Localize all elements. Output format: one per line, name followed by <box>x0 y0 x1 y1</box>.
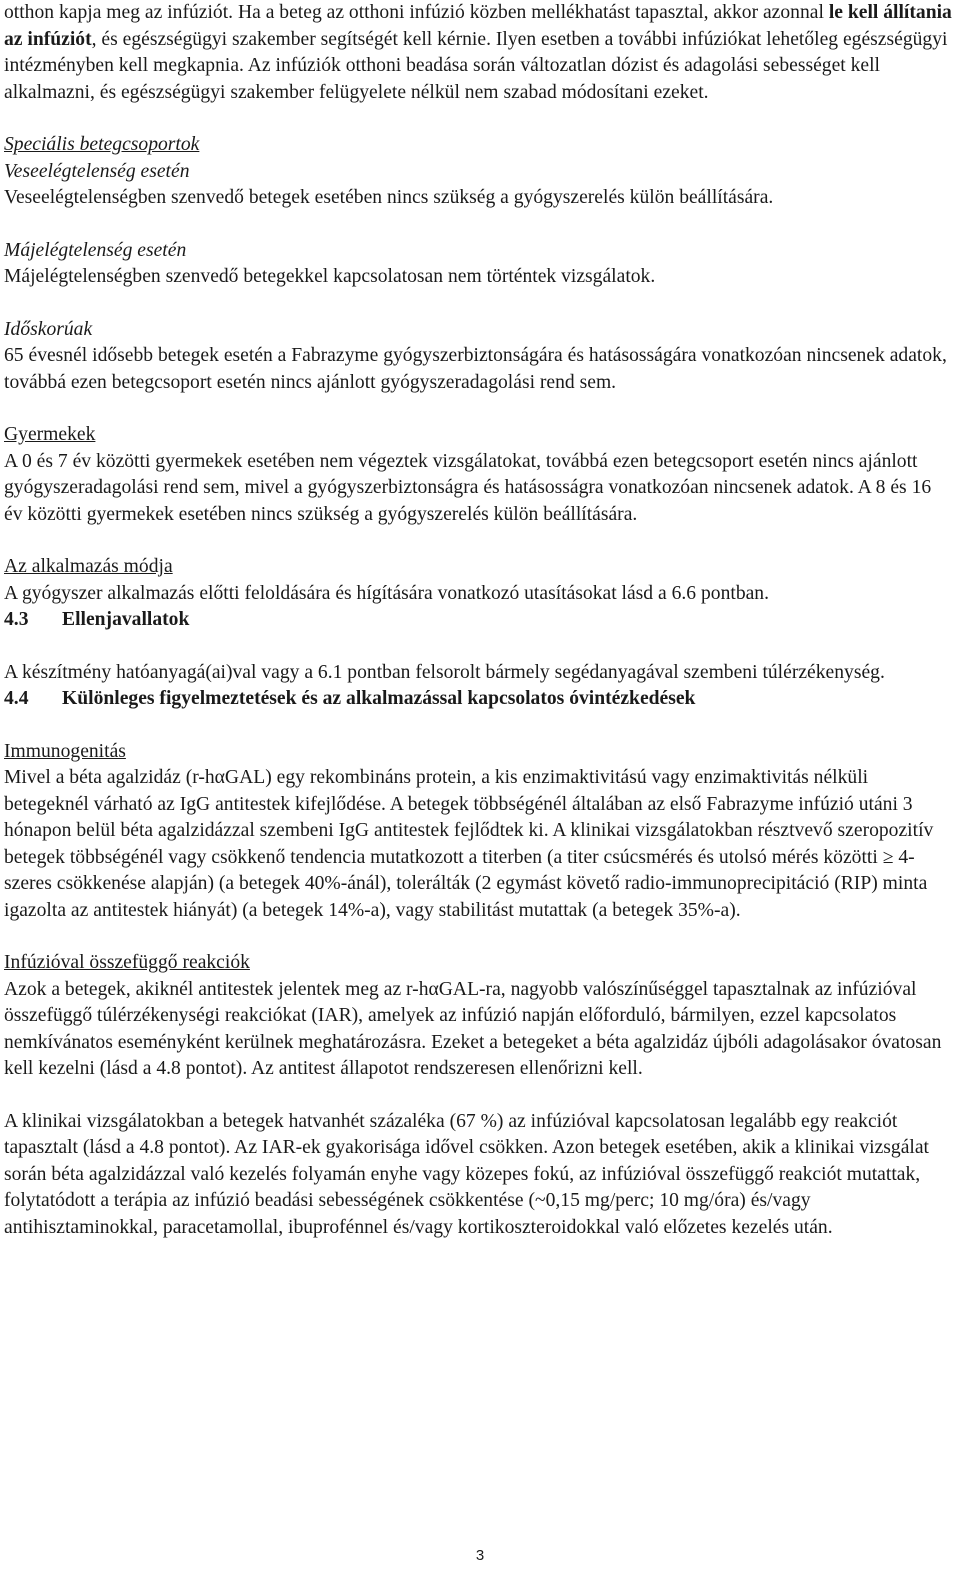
intro-text-a: otthon kapja meg az infúziót. Ha a beteg az otthoni infúzió közben mellékhatást tapasztal, akkor azonnal <box>4 2 829 23</box>
hepatic-heading: Májelégtelenség esetén <box>4 239 187 261</box>
infusion-reactions-heading: Infúzióval összefüggő reakciók <box>4 952 250 973</box>
infusion-reactions-text-1: Azok a betegek, akiknél antitestek jelentek meg az r-hαGAL-ra, nagyobb valószínűséggel tapasztalnak az infúzióval összefüggő túlérzékenységi reakciókat (IAR), amelyek az infúzió napján előforduló, bármilyen, ezzel kapcsolatos nemkívánatos eseményként kerülnek meghatározásra. Ezeket a betegeket a béta agalzidáz újbóli adagolásakor óvatosan kell kezelni (lásd a 4.8 pontot). Az antitest állapotot rendszeresen ellenőrizni kell. <box>4 978 942 1079</box>
children-heading: Gyermekek <box>4 424 96 445</box>
section-4-4-title: Különleges figyelmeztetések és az alkalmazással kapcsolatos óvintézkedések <box>62 688 696 709</box>
renal-text: Veseelégtelenségben szenvedő betegek esetében nincs szükség a gyógyszerelés külön beállítására. <box>4 187 774 208</box>
immunogenicity-heading: Immunogenitás <box>4 740 126 762</box>
elderly-heading: Időskorúak <box>4 318 93 340</box>
hepatic-text: Májelégtelenségben szenvedő betegekkel kapcsolatosan nem történtek vizsgálatok. <box>4 266 656 287</box>
special-groups-heading: Speciális betegcsoportok <box>4 134 200 155</box>
intro-paragraph <box>4 0 954 106</box>
elderly-text: 65 évesnél idősebb betegek esetén a Fabrazyme gyógyszerbiztonságára és hatásosságára vonatkozóan nincsenek adatok, továbbá ezen betegcsoport esetén nincs ajánlott gyógyszeradagolási rend sem. <box>4 345 947 393</box>
administration-text: A gyógyszer alkalmazás előtti feloldására és hígítására vonatkozó utasításokat lásd a 6.6 pontban. <box>4 582 770 604</box>
section-4-3-heading <box>4 607 954 634</box>
renal-heading: Veseelégtelenség esetén <box>4 160 190 182</box>
infusion-reactions-text-2: A klinikai vizsgálatokban a betegek hatvanhét százaléka (67 %) az infúzióval kapcsolatosan legalább egy reakciót tapasztalt (lásd a 4.8 pontot). Az IAR-ek gyakorisága idővel csökken. Azon betegek esetében, akik a klinikai vizsgálat során béta agalzidázzal való kezelés folyamán enyhe vagy közepes fokú, az infúzióval összefüggő reakciót mutattak, folytatódott a terápia az infúzió beadási sebességének csökkentése (~0,15 mg/perc; 10 mg/óra) és/vagy antihisztaminokkal, paracetamollal, ibuprofénnel és/vagy kortikoszteroidokkal való előzetes kezelés után. <box>4 1110 929 1238</box>
page-number: 3 <box>475 1547 485 1564</box>
administration-heading: Az alkalmazás módja <box>4 556 173 577</box>
contraindications-text: A készítmény hatóanyagá(ai)val vagy a 6.1 pontban felsorolt bármely segédanyagával szembeni túlérzékenység. <box>4 661 885 683</box>
section-4-4-heading <box>4 686 954 713</box>
intro-text-b: , és egészségügyi szakember segítségét kell kérnie. Ilyen esetben a további infúziókat lehetőleg egészségügyi intézményben kell megkapnia. Az infúziók otthoni beadása során változatlan dózist és adagolási sebességet kell alkalmazni, és egészségügyi szakember felügyelete nélkül nem szabad módosítani ezeket. <box>4 28 948 103</box>
children-text: A 0 és 7 év közötti gyermekek esetében nem végeztek vizsgálatokat, továbbá ezen betegcsoport esetén nincs ajánlott gyógyszeradagolási rend sem, mivel a gyógyszerbiztonságra és hatásosságra vonatkozóan nincsenek adatok. A 8 és 16 év közötti gyermekek esetében nincs szükség a gyógyszerelés külön beállítására. <box>4 450 932 525</box>
section-4-4-number: 4.4 <box>4 688 29 709</box>
section-4-3-title: Ellenjavallatok <box>62 609 190 630</box>
section-4-3-number: 4.3 <box>4 609 29 630</box>
intro-text-bold: le kell állítania az infúziót <box>4 2 952 50</box>
immunogenicity-text: Mivel a béta agalzidáz (r-hαGAL) egy rekombináns protein, a kis enzimaktivitású vagy enzimaktivitás nélküli betegeknél várható az IgG antitestek kifejlődése. A betegek többségénél általában az első Fabrazyme infúzió utáni 3 hónapon belül béta agalzidázzal szembeni IgG antitestek fejlődtek ki. A klinikai vizsgálatokban résztvevő szeropozitív betegek többségénél vagy csökkenő tendencia mutatkozott a titerben (a titer csúcsmérés és utolsó mérés közötti ≥ 4-szeres csökkenése alapján) (a betegek 40%-ánál), tolerálták (2 egymást követő radio-immunoprecipitáció (RIP) minta igazolta az antitestek hiányát) (a betegek 14%-a), vagy stabilitást mutattak (a betegek 35%-a). <box>4 767 934 921</box>
document-page <box>4 0 954 1241</box>
